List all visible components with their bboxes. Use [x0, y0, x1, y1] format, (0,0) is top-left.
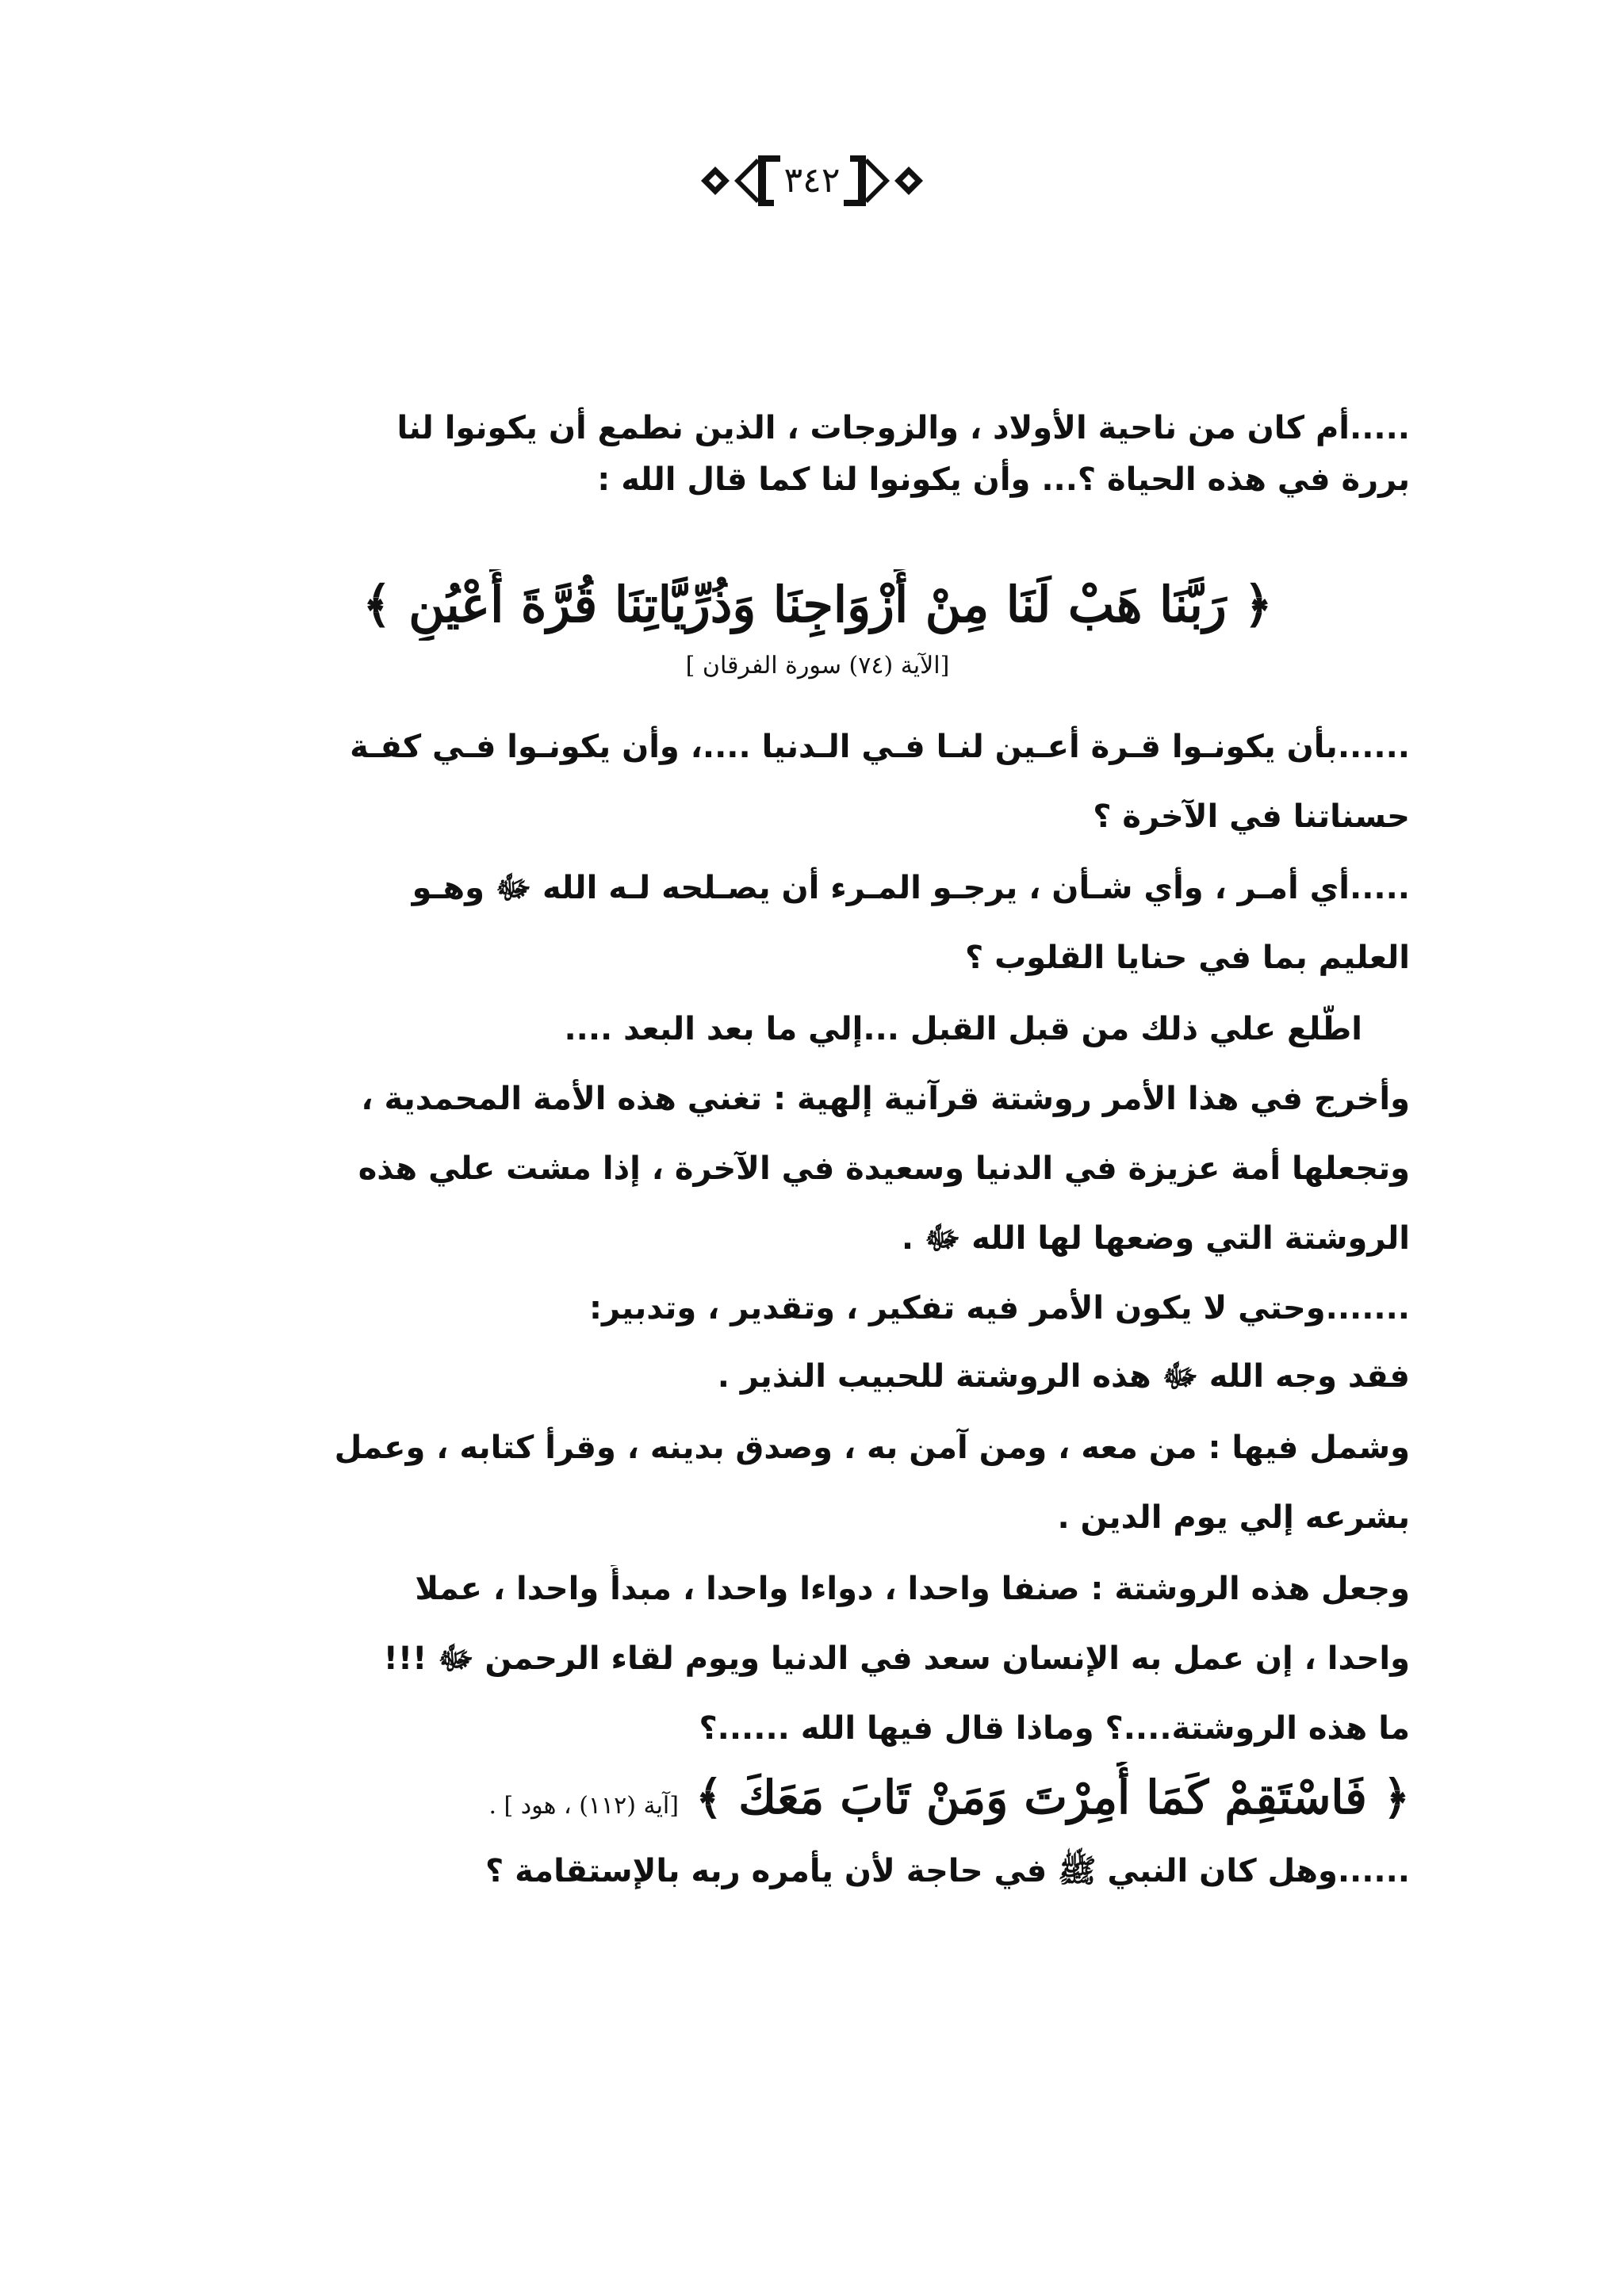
text-line-9: وتجعلها أمة عزيزة في الدنيا وسعيدة في الآخرة ، إذا مشت علي هذه: [358, 1150, 1410, 1187]
text-line-17: ما هذه الروشتة....؟ وماذا قال فيها الله ......؟: [699, 1710, 1410, 1747]
text-line-15: وجعل هذه الروشتة : صنفا واحدا ، دواءا واحدا ، مبدأً واحدا ، عملا: [415, 1571, 1410, 1607]
text-line-4: حسناتنا في الآخرة ؟: [1093, 798, 1410, 835]
quran-verse-hud: ﴿ فَاسْتَقِمْ كَمَا أُمِرْتَ وَمَنْ تَابَ مَعَكَ ﴾: [695, 1770, 1410, 1824]
text-line-1: .....أم كان من ناحية الأولاد ، والزوجات ، الذين نطمع أن يكونوا لنا: [396, 410, 1410, 446]
text-line-8: وأخرج في هذا الأمر روشتة قرآنية إلهية : تغني هذه الأمة المحمدية ،: [361, 1081, 1410, 1117]
quran-verse-furqan: ﴿ رَبَّنَا هَبْ لَنَا مِنْ أَزْوَاجِنَا وَذُرِّيَّاتِنَا قُرَّةَ أَعْيُنٍ ﴾: [362, 576, 1273, 634]
text-line-2: بررة في هذه الحياة ؟... وأن يكونوا لنا كما قال الله :: [597, 461, 1410, 498]
text-line-11: .......وحتي لا يكون الأمر فيه تفكير ، وتقدير ، وتدبير:: [589, 1290, 1410, 1326]
verse-reference-furqan: [الآية (٧٤) سورة الفرقان ]: [685, 652, 950, 679]
text-line-13: وشمل فيها : من معه ، ومن آمن به ، وصدق بدينه ، وقرأ كتابه ، وعمل: [334, 1430, 1410, 1466]
text-line-10: الروشتة التي وضعها لها الله ﷻ .: [901, 1220, 1410, 1257]
text-line-14: بشرعه إلي يوم الدين .: [1057, 1499, 1410, 1536]
text-line-3: ......بأن يكونـوا قـرة أعـين لنـا فـي الـدنيا ....، وأن يكونـوا فـي كفـة: [350, 729, 1410, 765]
page-number: ٣٤٢: [783, 160, 841, 201]
text-line-5: .....أي أمـر ، وأي شـأن ، يرجـو المـرء أن يصـلحه لـه الله ﷻ وهـو: [412, 870, 1410, 906]
text-line-16: واحدا ، إن عمل به الإنسان سعد في الدنيا ويوم لقاء الرحمن ﷻ !!!: [383, 1640, 1410, 1677]
text-line-6: العليم بما في حنايا القلوب ؟: [964, 940, 1410, 976]
text-line-7: اطَّلع علي ذلك من قبل القبل ...إلي ما بعد البعد ....: [564, 1011, 1362, 1047]
verse-reference-hud: [آية (١١٢) ، هود ] .: [488, 1792, 679, 1820]
text-line-18: ......وهل كان النبي ﷺ في حاجة لأن يأمره ربه بالإستقامة ؟: [485, 1853, 1410, 1889]
text-line-12: فقد وجه الله ﷻ هذه الروشتة للحبيب النذير .: [717, 1358, 1410, 1395]
verse-line-hud: [225, 1762, 1410, 1833]
